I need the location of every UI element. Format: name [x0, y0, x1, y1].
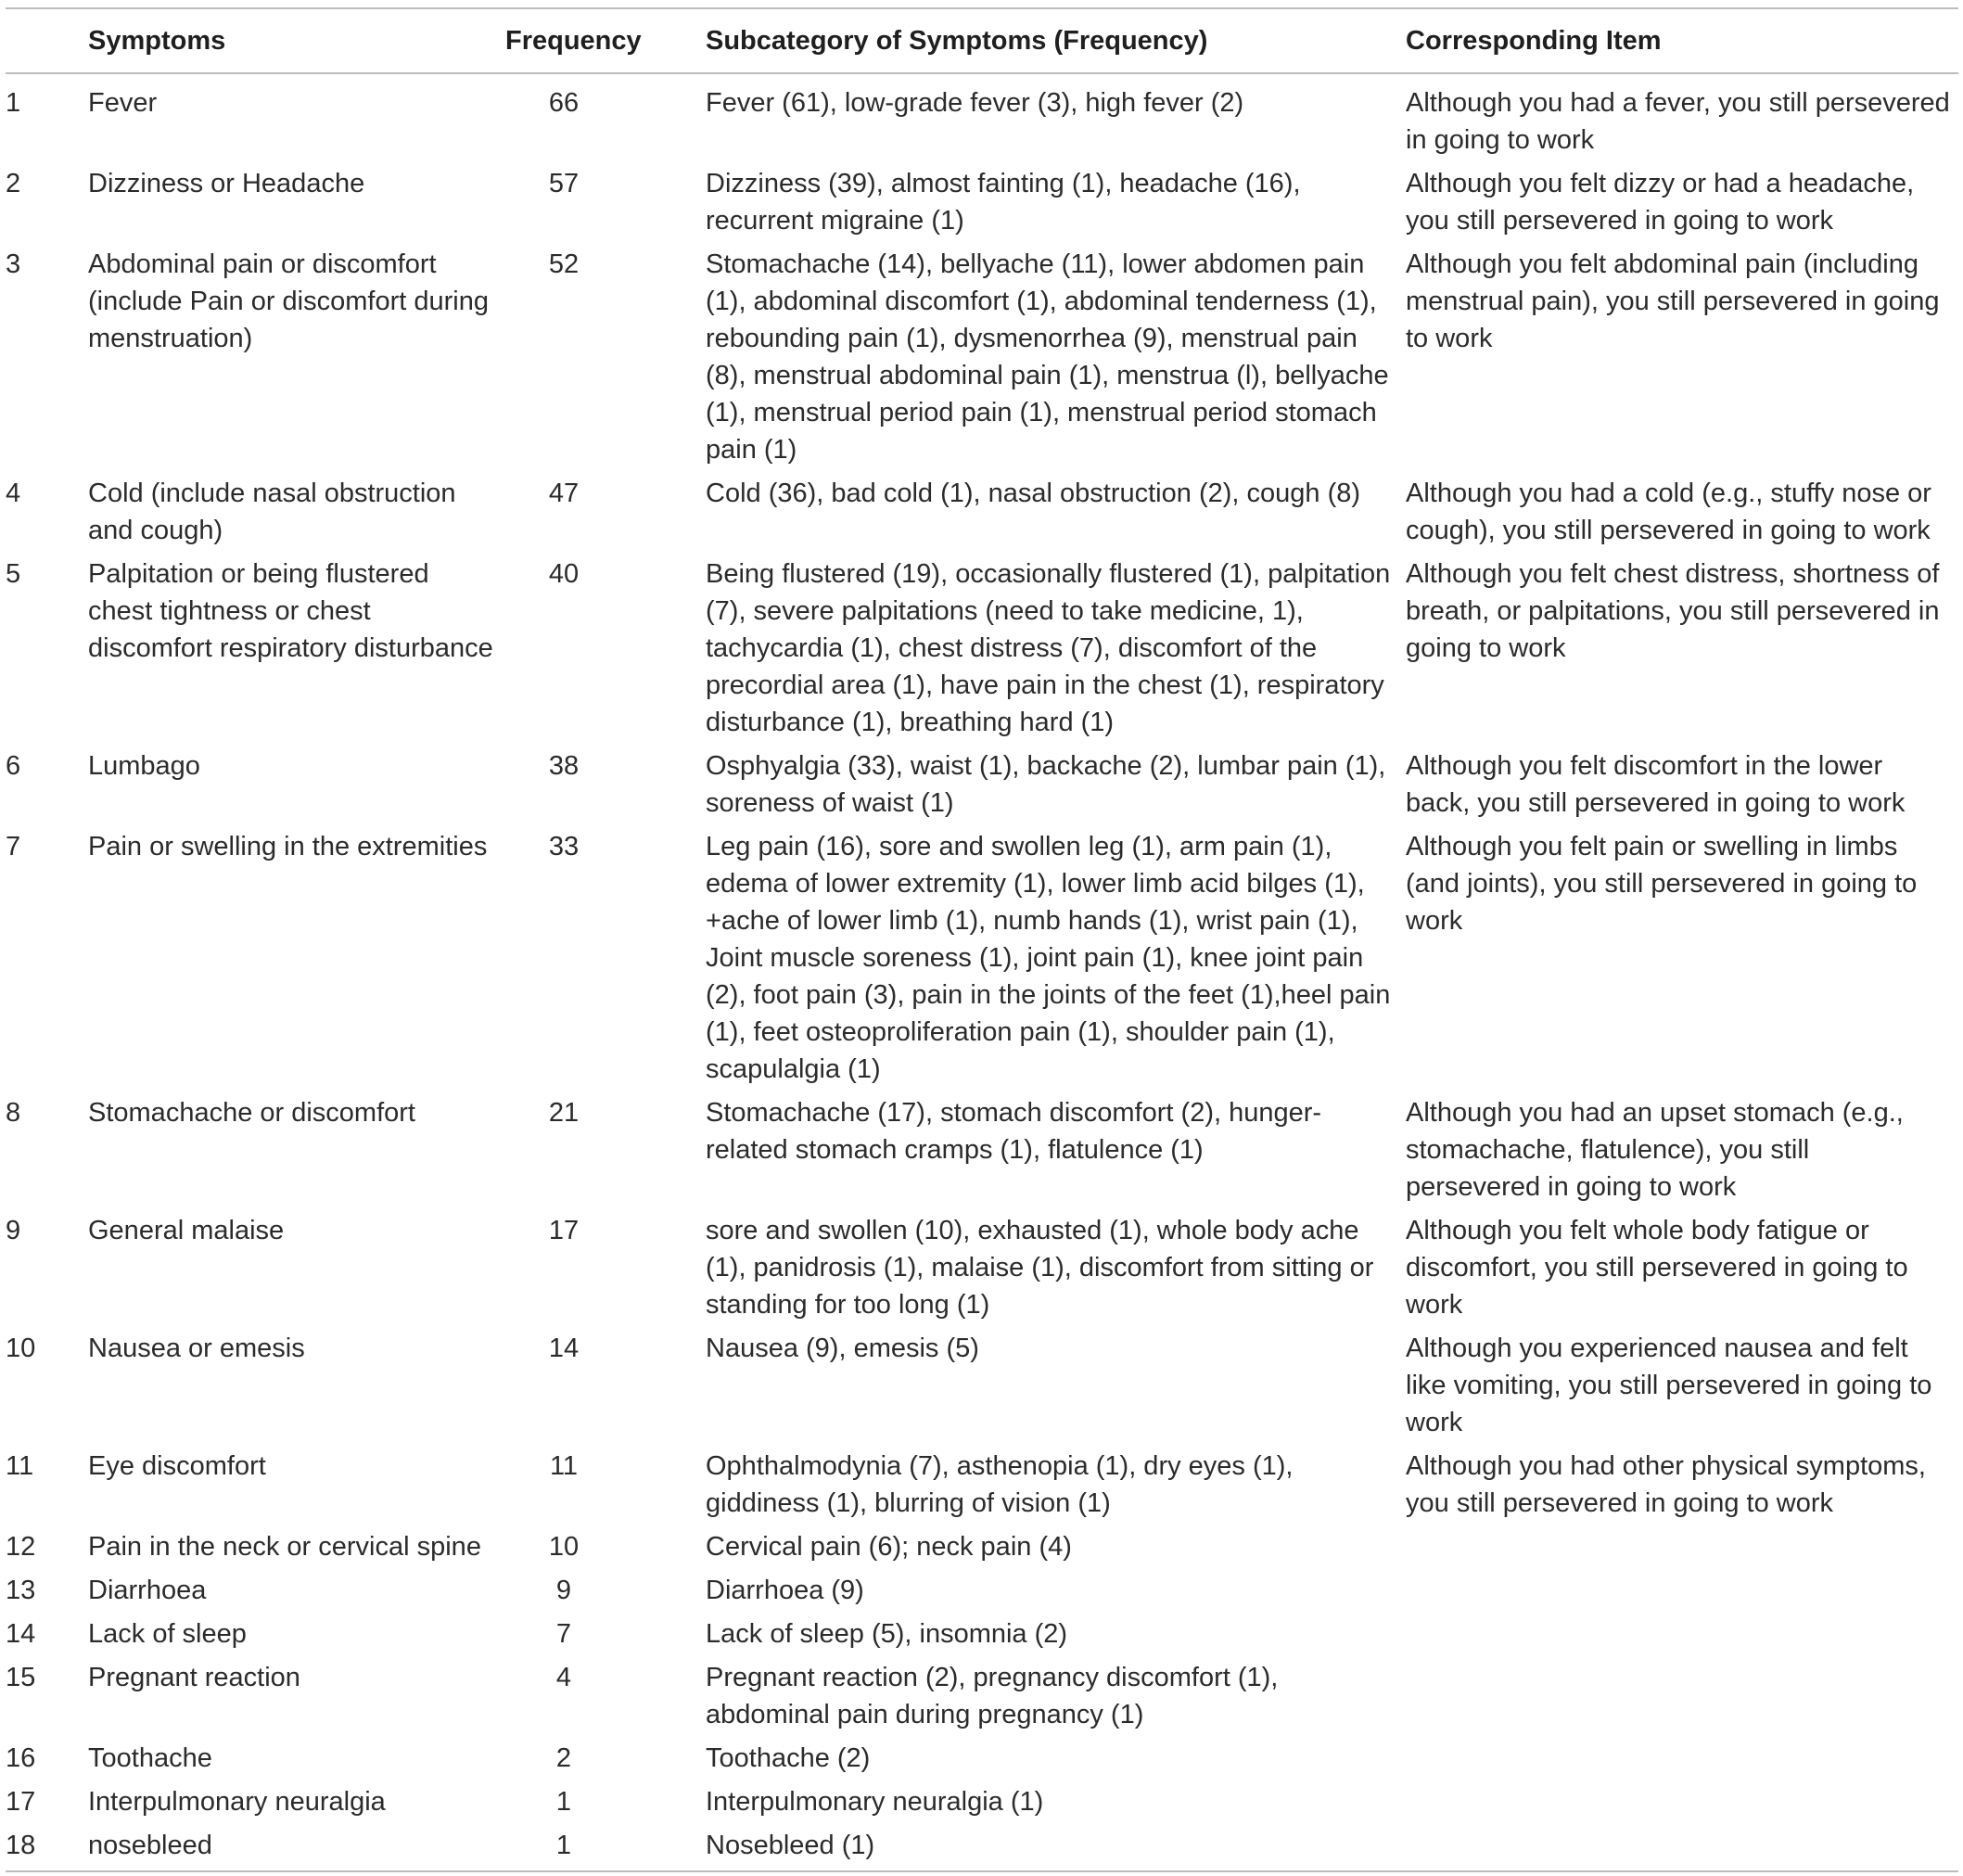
frequency-cell: 2 — [555, 1743, 572, 1773]
subcategory-cell: Stomachache (14), bellyache (11), lower abdomen pain (1), abdominal discomfort (1), abdominal tenderness (1), rebounding pain (1), dysmenorrhea (9), menstrual pain (8), menstrual abdominal pain (1), menstrua (l), bellyache (1), menstrual period pain (1), menstrual period stomach pain (1) — [706, 249, 1389, 465]
subcategory-cell: Leg pain (16), sore and swollen leg (1), arm pain (1), edema of lower extremity (1), lower limb acid bilges (1), +ache of lower limb (1), numb hands (1), wrist pain (1), Joint muscle soreness (1), joint pain (1), knee joint pain (2), foot pain (3), pain in the joints of the feet (1),heel pain (1), feet osteoproliferation pain (1), shoulder pain (1), scapulalgia (1) — [706, 832, 1391, 1084]
corresponding-item-cell — [1406, 1783, 1958, 1827]
corresponding-item-cell: Although you had an upset stomach (e.g., stomachache, flatulence), you still persevered in going to work — [1406, 1098, 1904, 1202]
subcategory-cell: Cold (36), bad cold (1), nasal obstruction (2), cough (8) — [706, 479, 1361, 508]
corresponding-item-cell — [1406, 1615, 1958, 1659]
table-row — [6, 246, 1958, 475]
table-body — [6, 73, 1958, 1871]
corresponding-item-cell: Although you had a cold (e.g., stuffy nose or cough), you still persevered in going to work — [1406, 479, 1931, 545]
frequency-cell: 33 — [548, 832, 580, 861]
corresponding-item-cell: Although you had a fever, you still persevered in going to work — [1406, 88, 1950, 155]
table-row — [6, 1572, 1958, 1615]
subcategory-cell: Nosebleed (1) — [706, 1831, 875, 1860]
row-number-cell: 6 — [6, 751, 21, 781]
row-number-cell: 12 — [6, 1532, 36, 1562]
subcategory-cell: sore and swollen (10), exhausted (1), whole body ache (1), panidrosis (1), malaise (1), discomfort from sitting or standing for too long (1) — [706, 1216, 1374, 1320]
table-row — [6, 1212, 1958, 1330]
frequency-cell: 21 — [548, 1098, 580, 1128]
table-row — [6, 165, 1958, 246]
table-row — [6, 555, 1958, 747]
frequency-cell: 40 — [548, 559, 580, 589]
subcategory-cell: Nausea (9), emesis (5) — [706, 1334, 979, 1363]
symptom-cell: Pain in the neck or cervical spine — [88, 1532, 481, 1562]
subcategory-cell: Osphyalgia (33), waist (1), backache (2), lumbar pain (1), soreness of waist (1) — [706, 751, 1386, 818]
corresponding-item-cell — [1406, 1659, 1958, 1740]
subcategory-cell: Fever (61), low-grade fever (3), high fever (2) — [706, 88, 1244, 118]
table-row — [6, 1528, 1958, 1572]
symptom-cell: Toothache — [88, 1743, 212, 1773]
header-number — [6, 8, 88, 73]
row-number-cell: 18 — [6, 1831, 36, 1860]
symptom-cell: Cold (include nasal obstruction and cough) — [88, 479, 456, 545]
header-symptoms: Symptoms — [88, 26, 226, 56]
symptom-cell: Diarrhoea — [88, 1576, 207, 1605]
header-corresponding-item: Corresponding Item — [1406, 26, 1662, 56]
subcategory-cell: Being flustered (19), occasionally flustered (1), palpitation (7), severe palpitations (need to take medicine, 1), tachycardia (1), chest distress (7), discomfort of the precordial area (1), have pain in the chest (1), respiratory disturbance (1), breathing hard (1) — [706, 559, 1391, 737]
table-header — [6, 8, 1958, 73]
frequency-cell: 38 — [548, 751, 580, 781]
symptom-cell: nosebleed — [88, 1831, 212, 1860]
frequency-cell: 1 — [555, 1831, 572, 1860]
table-row — [6, 747, 1958, 828]
row-number-cell: 2 — [6, 169, 21, 198]
corresponding-item-cell: Although you felt whole body fatigue or discomfort, you still persevered in going to work — [1406, 1216, 1908, 1320]
symptom-cell: Dizziness or Headache — [88, 169, 365, 198]
row-number-cell: 8 — [6, 1098, 21, 1128]
frequency-cell: 11 — [549, 1451, 579, 1481]
corresponding-item-cell: Although you felt abdominal pain (including menstrual pain), you still persevered in going to work — [1406, 249, 1940, 353]
frequency-cell: 4 — [555, 1663, 572, 1692]
corresponding-item-cell: Although you had other physical symptoms, you still persevered in going to work — [1406, 1451, 1926, 1518]
subcategory-cell: Diarrhoea (9) — [706, 1576, 864, 1605]
frequency-cell: 57 — [548, 169, 580, 198]
symptom-cell: Stomachache or discomfort — [88, 1098, 415, 1128]
table-row — [6, 1448, 1958, 1528]
row-number-cell: 1 — [6, 88, 21, 118]
symptom-cell: Abdominal pain or discomfort (include Pain or discomfort during menstruation) — [88, 249, 489, 353]
table-row — [6, 1827, 1958, 1871]
symptom-cell: General malaise — [88, 1216, 285, 1245]
corresponding-item-cell: Although you felt pain or swelling in limbs (and joints), you still persevered in going to work — [1406, 832, 1918, 936]
corresponding-item-cell — [1406, 1740, 1958, 1783]
symptoms-table — [6, 7, 1958, 1872]
subcategory-cell: Ophthalmodynia (7), asthenopia (1), dry eyes (1), giddiness (1), blurring of vision (1) — [706, 1451, 1294, 1518]
symptom-cell: Pain or swelling in the extremities — [88, 832, 488, 861]
frequency-cell: 14 — [548, 1334, 580, 1363]
frequency-cell: 47 — [548, 479, 580, 508]
header-subcategory: Subcategory of Symptoms (Frequency) — [706, 26, 1208, 56]
frequency-cell: 9 — [555, 1576, 572, 1605]
row-number-cell: 17 — [6, 1787, 36, 1817]
symptom-cell: Nausea or emesis — [88, 1334, 305, 1363]
symptom-cell: Fever — [88, 88, 158, 118]
row-number-cell: 10 — [6, 1334, 36, 1363]
symptom-cell: Eye discomfort — [88, 1451, 266, 1481]
frequency-cell: 66 — [548, 88, 580, 118]
header-frequency: Frequency — [505, 26, 642, 56]
table-row — [6, 475, 1958, 555]
table-row — [6, 1740, 1958, 1783]
subcategory-cell: Toothache (2) — [706, 1743, 871, 1773]
symptom-cell: Palpitation or being flustered chest tightness or chest discomfort respiratory disturbance — [88, 559, 493, 663]
frequency-cell: 52 — [548, 249, 580, 279]
subcategory-cell: Dizziness (39), almost fainting (1), headache (16), recurrent migraine (1) — [706, 169, 1301, 236]
row-number-cell: 14 — [6, 1619, 36, 1649]
row-number-cell: 4 — [6, 479, 21, 508]
row-number-cell: 7 — [6, 832, 21, 861]
subcategory-cell: Lack of sleep (5), insomnia (2) — [706, 1619, 1068, 1649]
table-row — [6, 1783, 1958, 1827]
row-number-cell: 3 — [6, 249, 21, 279]
corresponding-item-cell — [1406, 1827, 1958, 1871]
frequency-cell: 17 — [548, 1216, 580, 1245]
subcategory-cell: Interpulmonary neuralgia (1) — [706, 1787, 1044, 1817]
header-row — [6, 8, 1958, 73]
table-row — [6, 1659, 1958, 1740]
table-row — [6, 1615, 1958, 1659]
corresponding-item-cell: Although you felt discomfort in the lower back, you still persevered in going to work — [1406, 751, 1906, 818]
subcategory-cell: Cervical pain (6); neck pain (4) — [706, 1532, 1072, 1562]
table-row — [6, 73, 1958, 165]
symptom-cell: Lack of sleep — [88, 1619, 247, 1649]
row-number-cell: 11 — [6, 1451, 34, 1481]
corresponding-item-cell — [1406, 1528, 1958, 1572]
table-row — [6, 828, 1958, 1094]
frequency-cell: 1 — [555, 1787, 572, 1817]
row-number-cell: 9 — [6, 1216, 21, 1245]
corresponding-item-cell — [1406, 1572, 1958, 1615]
table-row — [6, 1094, 1958, 1212]
corresponding-item-cell: Although you felt chest distress, shortness of breath, or palpitations, you still persevered in going to work — [1406, 559, 1940, 663]
symptom-cell: Pregnant reaction — [88, 1663, 300, 1692]
frequency-cell: 7 — [555, 1619, 572, 1649]
frequency-cell: 10 — [548, 1532, 580, 1562]
row-number-cell: 5 — [6, 559, 21, 589]
row-number-cell: 16 — [6, 1743, 36, 1773]
corresponding-item-cell: Although you felt dizzy or had a headache, you still persevered in going to work — [1406, 169, 1915, 236]
subcategory-cell: Pregnant reaction (2), pregnancy discomfort (1), abdominal pain during pregnancy (1) — [706, 1663, 1279, 1729]
table-row — [6, 1330, 1958, 1448]
symptom-cell: Lumbago — [88, 751, 200, 781]
subcategory-cell: Stomachache (17), stomach discomfort (2), hunger-related stomach cramps (1), flatulence (1) — [706, 1098, 1322, 1165]
corresponding-item-cell: Although you experienced nausea and felt like vomiting, you still persevered in going to work — [1406, 1334, 1932, 1437]
symptom-cell: Interpulmonary neuralgia — [88, 1787, 386, 1817]
row-number-cell: 15 — [6, 1663, 36, 1692]
row-number-cell: 13 — [6, 1576, 36, 1605]
